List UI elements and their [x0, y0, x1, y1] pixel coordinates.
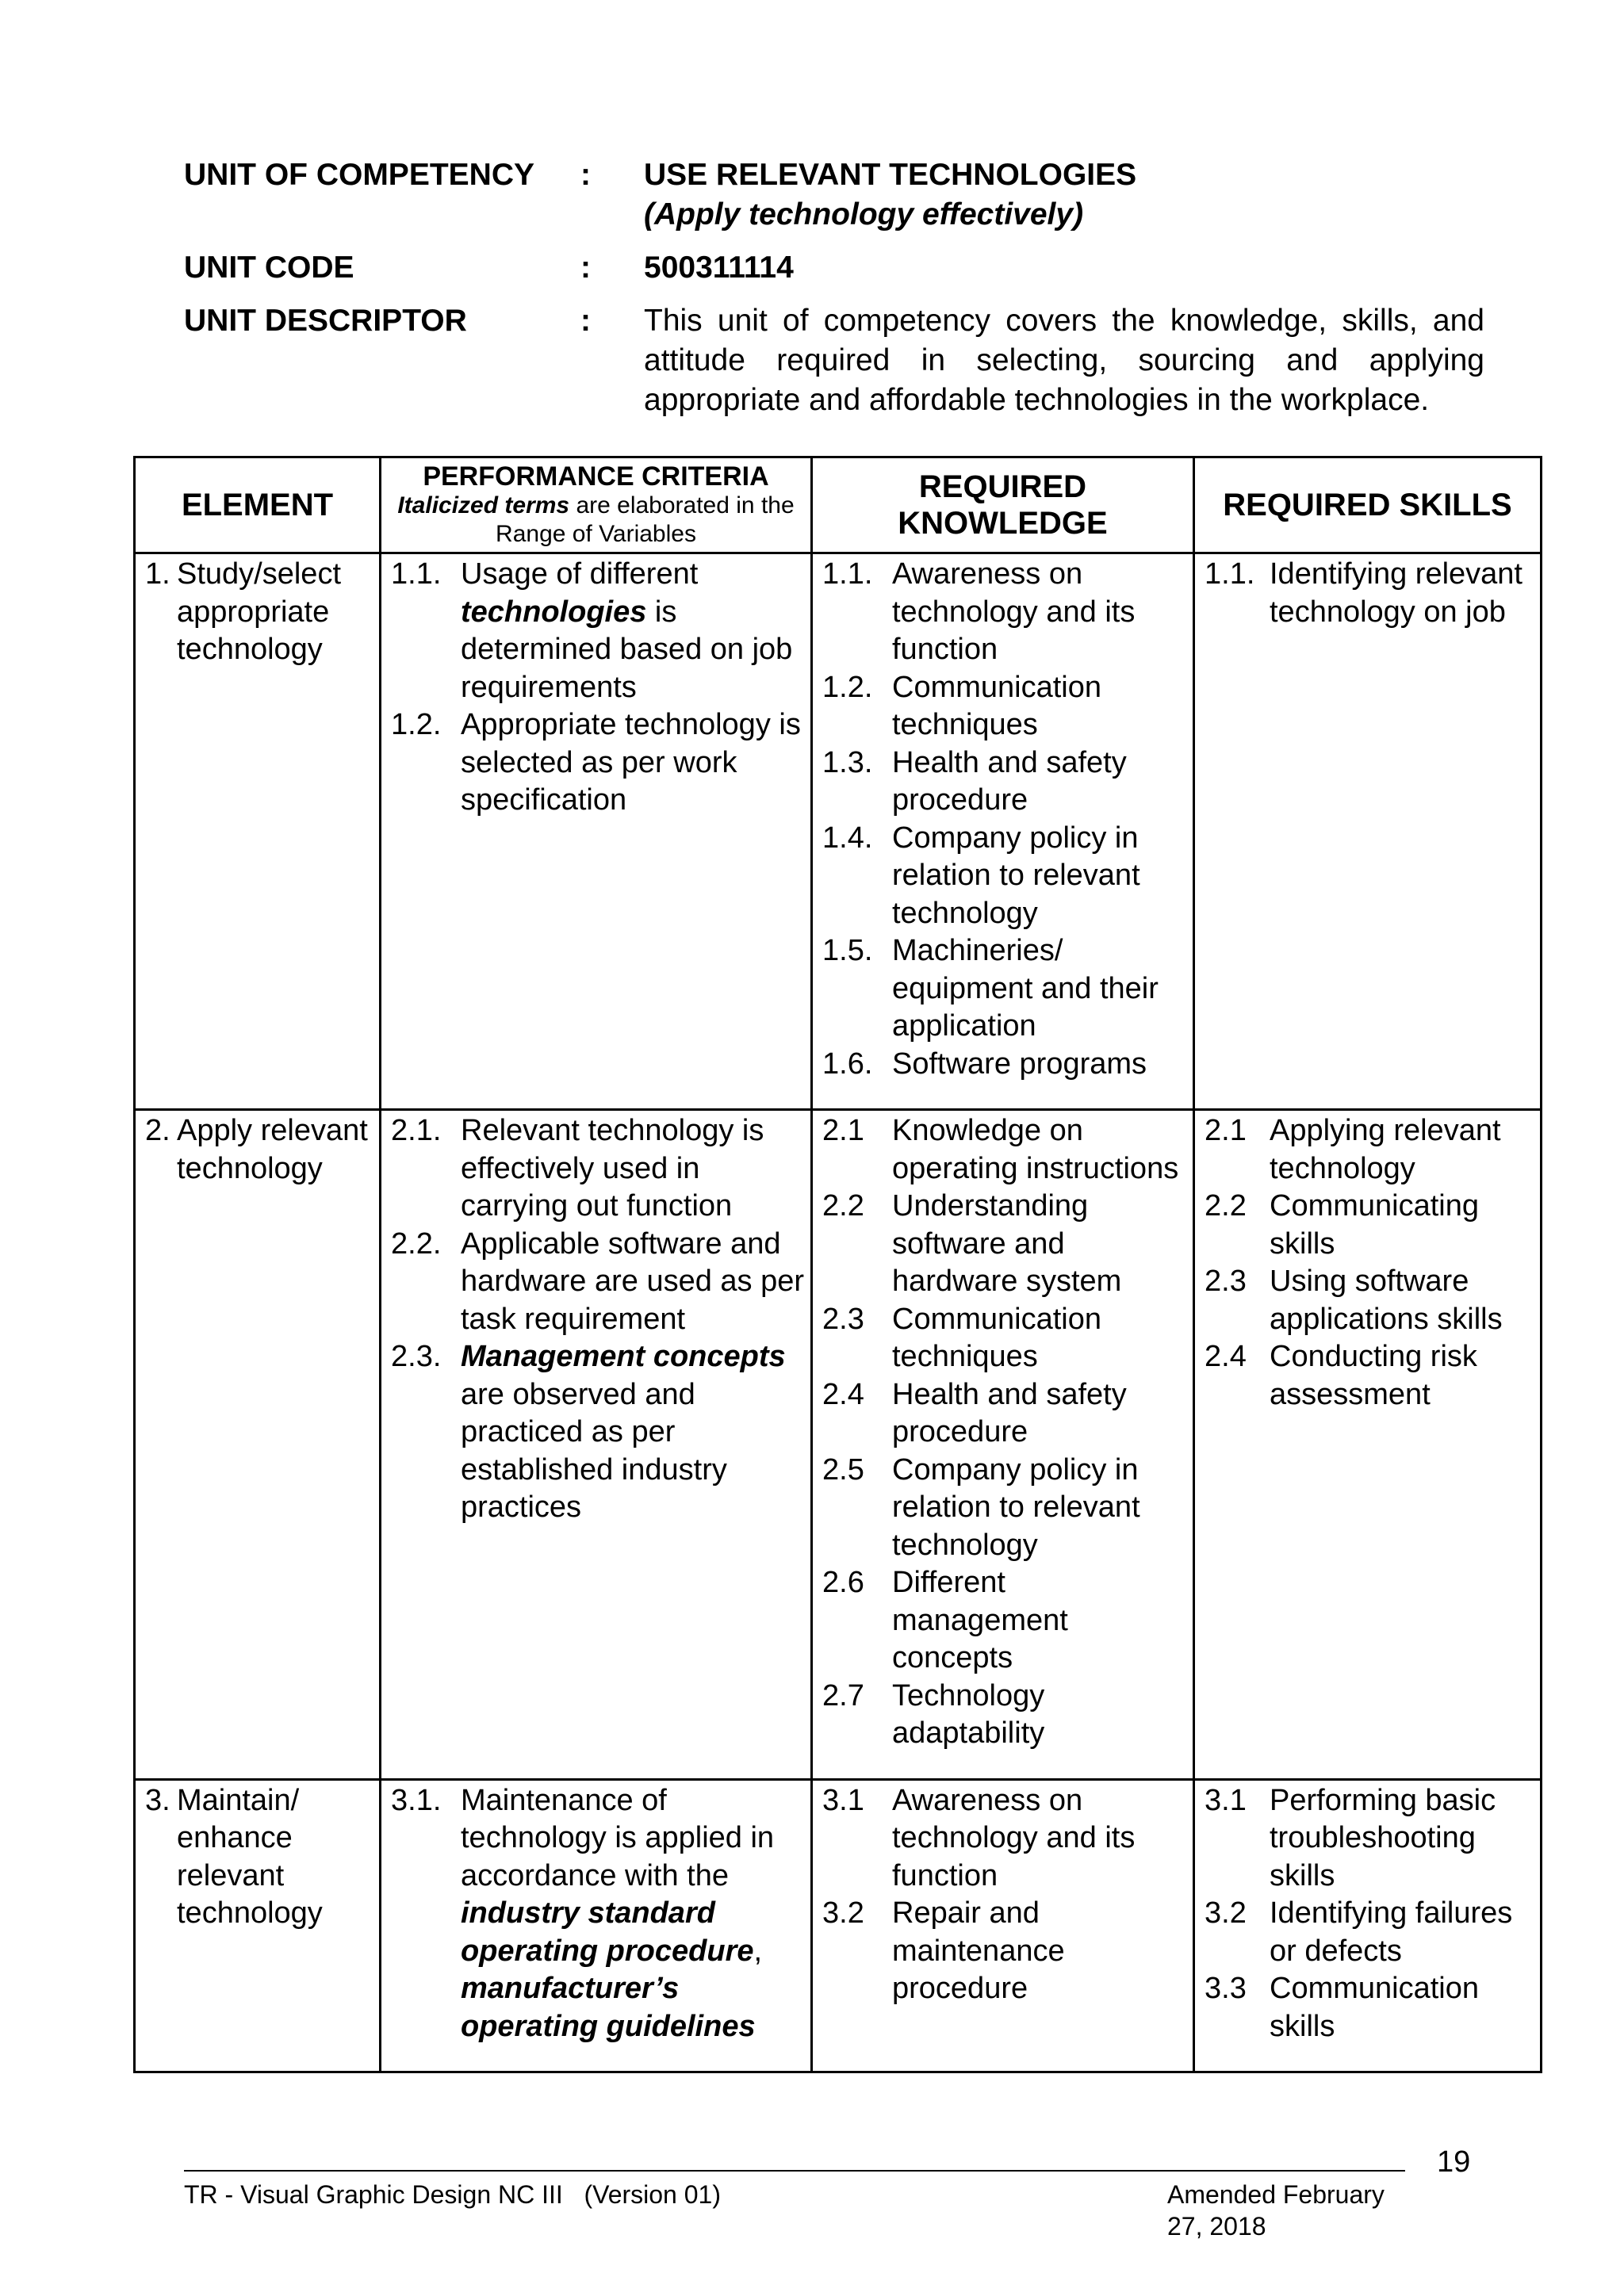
element-item	[145, 556, 374, 669]
knowledge-text: Awareness on technology and its function	[892, 1783, 1136, 1892]
knowledge-number: 2.7	[822, 1678, 864, 1712]
skill-item	[1205, 1782, 1535, 1896]
footer-right-text: Amended February 27, 2018	[1167, 2180, 1385, 2241]
unit-descriptor-label: UNIT DESCRIPTOR	[184, 304, 467, 338]
skill-text: Conducting risk assessment	[1270, 1340, 1477, 1411]
footer-divider	[184, 2170, 1405, 2172]
criteria-number: 3.1.	[391, 1783, 442, 1817]
table-row	[135, 553, 1542, 1110]
range-variable-term: industry standard operating procedure	[461, 1896, 754, 1968]
criteria-text	[461, 1226, 806, 1339]
element-cell	[135, 553, 381, 1110]
range-variable-term: Management concepts	[461, 1340, 786, 1373]
knowledge-text: Communication techniques	[892, 670, 1101, 741]
element-number: 3.	[145, 1783, 170, 1817]
knowledge-text: Company policy in relation to relevant technology	[892, 1452, 1140, 1562]
criteria-text-part: is determined based on job requirements	[461, 595, 793, 704]
knowledge-text: Software programs	[892, 1047, 1147, 1081]
knowledge-number: 1.3.	[822, 745, 873, 779]
knowledge-item	[822, 1188, 1188, 1301]
header-required-skills: REQUIRED SKILLS	[1194, 457, 1542, 553]
criteria-item	[391, 1338, 806, 1527]
knowledge-item	[822, 1112, 1188, 1188]
knowledge-item	[822, 1376, 1188, 1452]
element-text: Apply relevant technology	[177, 1114, 368, 1185]
footer-left-text: TR - Visual Graphic Design NC III (Version 01)	[184, 2180, 721, 2209]
knowledge-number: 2.1	[822, 1114, 864, 1147]
skill-number: 2.2	[1205, 1189, 1247, 1223]
skill-text: Identifying relevant technology on job	[1270, 557, 1522, 629]
knowledge-number: 2.3	[822, 1302, 864, 1336]
criteria-text	[461, 556, 806, 706]
knowledge-number: 1.4.	[822, 821, 873, 855]
element-text: Study/select appropriate technology	[177, 557, 341, 666]
knowledge-number: 3.1	[822, 1783, 864, 1817]
knowledge-item	[822, 1564, 1188, 1678]
criteria-text-part: Maintenance of technology is applied in accordance with the	[461, 1783, 775, 1892]
table-row	[135, 1110, 1542, 1780]
skill-item	[1205, 1112, 1535, 1188]
unit-of-competency-row	[184, 155, 1484, 235]
criteria-text-part: are observed and practiced as per established industry practices	[461, 1377, 727, 1524]
unit-code-row	[184, 248, 1484, 288]
required-knowledge-cell	[812, 1110, 1194, 1780]
criteria-number: 1.2.	[391, 708, 442, 741]
skill-number: 3.2	[1205, 1896, 1247, 1930]
colon: :	[580, 158, 591, 192]
knowledge-text: Health and safety procedure	[892, 1377, 1127, 1448]
footer	[184, 2179, 1405, 2241]
knowledge-number: 2.2	[822, 1189, 864, 1223]
knowledge-text: Company policy in relation to relevant technology	[892, 821, 1140, 930]
required-skills-cell	[1194, 1110, 1542, 1780]
knowledge-text: Repair and maintenance procedure	[892, 1896, 1065, 2005]
criteria-text-part: Relevant technology is effectively used in carrying out function	[461, 1114, 764, 1223]
element-number: 2.	[145, 1114, 170, 1147]
range-variable-term: technologies	[461, 595, 647, 629]
skill-number: 2.4	[1205, 1340, 1247, 1373]
knowledge-item	[822, 820, 1188, 933]
criteria-text	[461, 1112, 806, 1226]
unit-title: USE RELEVANT TECHNOLOGIES	[644, 158, 1137, 192]
knowledge-item	[822, 932, 1188, 1046]
page-number: 19	[1437, 2145, 1471, 2179]
element-item	[145, 1112, 374, 1188]
knowledge-number: 3.2	[822, 1896, 864, 1930]
skill-text: Applying relevant technology	[1270, 1114, 1501, 1185]
knowledge-number: 1.5.	[822, 934, 873, 967]
criteria-item	[391, 1112, 806, 1226]
unit-descriptor-text: This unit of competency covers the knowledge, skills, and attitude required in selecting, sourcing and applying appropriate and affordable technologies in the workplace.	[644, 304, 1484, 417]
criteria-number: 1.1.	[391, 557, 442, 591]
criteria-text-part: Usage of different	[461, 557, 699, 591]
criteria-text	[461, 1782, 806, 2046]
criteria-number: 2.2.	[391, 1226, 442, 1261]
knowledge-text: Health and safety procedure	[892, 745, 1127, 817]
table-header-row	[135, 457, 1542, 553]
element-text: Maintain/ enhance relevant technology	[177, 1783, 323, 1930]
knowledge-number: 1.6.	[822, 1047, 873, 1081]
knowledge-item	[822, 1452, 1188, 1565]
performance-criteria-cell	[381, 1779, 812, 2072]
knowledge-text: Understanding software and hardware system	[892, 1189, 1122, 1298]
criteria-number: 2.1.	[391, 1114, 442, 1147]
criteria-item	[391, 1782, 806, 2046]
header-performance-title: PERFORMANCE CRITERIA	[423, 461, 769, 492]
knowledge-item	[822, 556, 1188, 669]
header-element: ELEMENT	[135, 457, 381, 553]
skill-text: Communicating skills	[1270, 1189, 1479, 1261]
knowledge-number: 2.4	[822, 1377, 864, 1411]
competency-table	[133, 456, 1542, 2073]
header-required-knowledge: REQUIRED KNOWLEDGE	[812, 457, 1194, 553]
skill-item	[1205, 556, 1535, 631]
required-knowledge-cell	[812, 1779, 1194, 2072]
criteria-item	[391, 1226, 806, 1339]
knowledge-item	[822, 669, 1188, 744]
skill-text: Performing basic troubleshooting skills	[1270, 1783, 1496, 1892]
element-cell	[135, 1779, 381, 2072]
knowledge-number: 2.6	[822, 1566, 864, 1599]
knowledge-item	[822, 744, 1188, 820]
skill-number: 3.3	[1205, 1972, 1247, 2005]
unit-code-value: 500311114	[644, 251, 794, 285]
skill-number: 2.3	[1205, 1265, 1247, 1298]
knowledge-text: Technology adaptability	[892, 1678, 1045, 1750]
criteria-item	[391, 706, 806, 820]
skill-item	[1205, 1970, 1535, 2045]
skill-item	[1205, 1338, 1535, 1414]
criteria-text	[461, 1338, 806, 1527]
skill-number: 2.1	[1205, 1114, 1247, 1147]
table-body	[135, 553, 1542, 2072]
knowledge-text: Different management concepts	[892, 1566, 1068, 1674]
criteria-item	[391, 556, 806, 706]
unit-descriptor-row	[184, 301, 1484, 420]
knowledge-item	[822, 1301, 1188, 1376]
element-number: 1.	[145, 557, 170, 591]
colon: :	[580, 251, 591, 285]
header-performance-note: Italicized terms are elaborated in the Range of Variables	[397, 492, 795, 547]
skill-number: 3.1	[1205, 1783, 1247, 1817]
skill-item	[1205, 1895, 1535, 1970]
knowledge-number: 1.2.	[822, 670, 873, 704]
criteria-text	[461, 706, 806, 820]
knowledge-text: Knowledge on operating instructions	[892, 1114, 1179, 1185]
knowledge-number: 2.5	[822, 1452, 864, 1487]
skill-number: 1.1.	[1205, 557, 1255, 591]
knowledge-number: 1.1.	[822, 557, 873, 591]
criteria-text-part: ,	[753, 1934, 763, 1968]
required-knowledge-cell	[812, 553, 1194, 1110]
knowledge-item	[822, 1895, 1188, 2008]
performance-criteria-cell	[381, 1110, 812, 1780]
unit-code-label: UNIT CODE	[184, 251, 354, 285]
range-variable-term: manufacturer’s operating guidelines	[461, 1972, 756, 2043]
skill-item	[1205, 1263, 1535, 1338]
unit-subtitle: (Apply technology effectively)	[644, 197, 1084, 232]
skill-text: Communication skills	[1270, 1972, 1479, 2043]
knowledge-text: Awareness on technology and its function	[892, 557, 1136, 666]
criteria-number: 2.3.	[391, 1340, 442, 1373]
skill-text: Using software applications skills	[1270, 1265, 1503, 1336]
required-skills-cell	[1194, 553, 1542, 1110]
knowledge-item	[822, 1782, 1188, 1896]
header-performance-criteria	[381, 457, 812, 553]
knowledge-text: Machineries/ equipment and their application	[892, 934, 1159, 1043]
criteria-text-part: Applicable software and hardware are used as per task requirement	[461, 1226, 805, 1336]
performance-criteria-cell	[381, 553, 812, 1110]
knowledge-item	[822, 1678, 1188, 1753]
element-item	[145, 1782, 374, 1933]
unit-header	[184, 155, 1484, 420]
colon: :	[580, 304, 591, 338]
element-cell	[135, 1110, 381, 1780]
knowledge-text: Communication techniques	[892, 1302, 1101, 1373]
skill-text: Identifying failures or defects	[1270, 1896, 1513, 1968]
knowledge-item	[822, 1046, 1188, 1084]
skill-item	[1205, 1188, 1535, 1263]
unit-of-competency-label: UNIT OF COMPETENCY	[184, 158, 535, 192]
criteria-text-part: Appropriate technology is selected as per work specification	[461, 708, 801, 817]
table-row	[135, 1779, 1542, 2072]
required-skills-cell	[1194, 1779, 1542, 2072]
